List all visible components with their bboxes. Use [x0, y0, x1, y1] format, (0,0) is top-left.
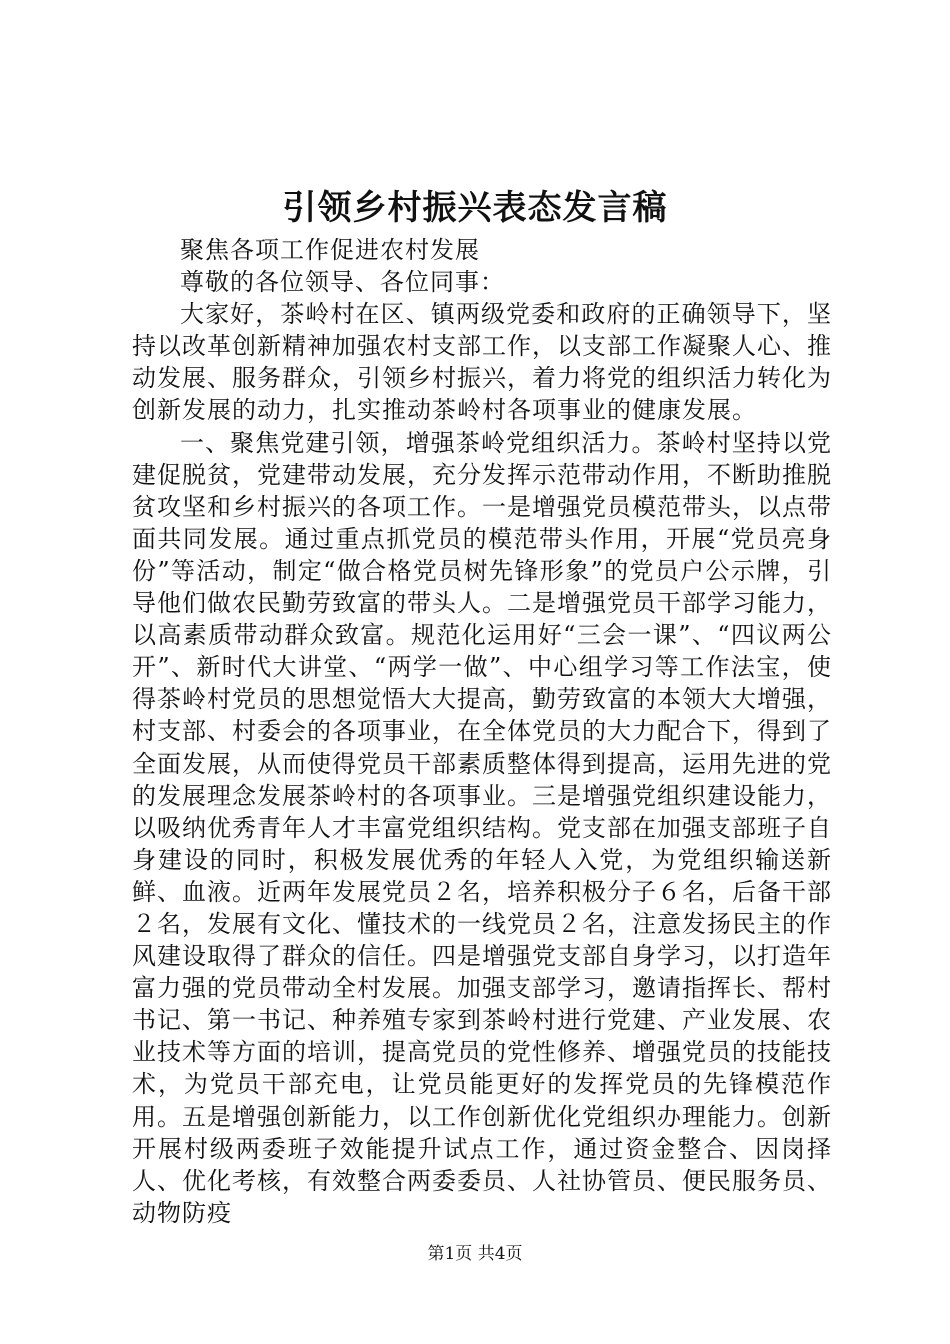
subtitle-paragraph: 聚焦各项工作促进农村发展 [180, 236, 480, 264]
salutation-paragraph: 尊敬的各位领导、各位同事： [180, 268, 505, 297]
document-title: 引领乡村振兴表态发言稿 [282, 188, 668, 228]
section-one-paragraph: 一、聚焦党建引领，增强茶岭党组织活力。茶岭村坚持以党建促脱贫，党建带动发展，充分发挥示范带动作用，不断助推脱贫攻坚和乡村振兴的各项工作。一是增强党员模范带头，以点带面共同发展。通过重点抓党员的模范带头作用，开展“党员亮身份”等活动，制定“做合格党员树先锋形象”的党员户公示牌，引导他们做农民勤劳致富的带头人。二是增强党员干部学习能力，以高素质带动群众致富。规范化运用好“三会一课”、“四议两公开”、新时代大讲堂、“两学一做”、中心组学习等工作法宝，使得茶岭村党员的思想觉悟大大提高，勤劳致富的本领大大增强，村支部、村委会的各项事业，在全体党员的大力配合下，得到了全面发展，从而使得党员干部素质整体得到提高，运用先进的党的发展理念发展茶岭村的各项事业。三是增强党组织建设能力，以吸纳优秀青年人才丰富党组织结构。党支部在加强支部班子自身建设的同时，积极发展优秀的年轻人入党，为党组织输送新鲜、血液。近两年发展党员２名，培养积极分子６名，后备干部２名，发展有文化、懂技术的一线党员２名，注意发扬民主的作风建设取得了群众的信任。四是增强党支部自身学习，以打造年富力强的党员带动全村发展。加强支部学习，邀请指挥长、帮村书记、第一书记、种养殖专家到茶岭村进行党建、产业发展、农业技术等方面的培训，提高党员的党性修养、增强党员的技能技术，为党员干部充电，让党员能更好的发挥党员的先锋模范作用。五是增强创新能力，以工作创新优化党组织办理能力。创新开展村级两委班子效能提升试点工作，通过资金整合、因岗择人、优化考核，有效整合两委委员、人社协管员、便民服务员、动物防疫 [132, 428, 832, 1227]
document-body [132, 234, 832, 1229]
page-footer: 第1页 共4页 [427, 1244, 523, 1264]
intro-paragraph: 大家好，茶岭村在区、镇两级党委和政府的正确领导下，坚持以改革创新精神加强农村支部工作，以支部工作凝聚人心、推动发展、服务群众，引领乡村振兴，着力将党的组织活力转化为创新发展的动力，扎实推动茶岭村各项事业的健康发展。 [132, 300, 832, 425]
